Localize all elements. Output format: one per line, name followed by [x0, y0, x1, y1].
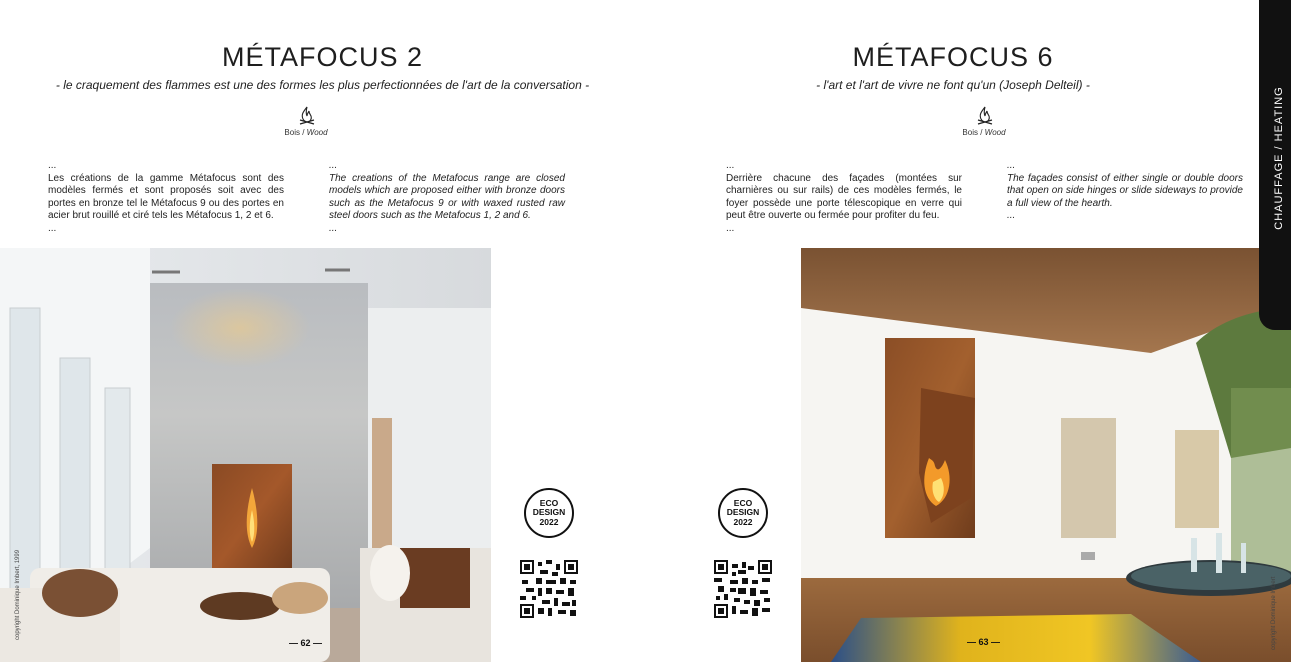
photo-copyright: copyright Dominique Imbert, 1999 [15, 549, 21, 640]
page-title-metafocus-2: MÉTAFOCUS 2 [221, 42, 423, 72]
right-page [645, 0, 1291, 662]
fuel-type-label: Bois / Wood [962, 128, 1006, 137]
fuel-type-label: Bois / Wood [284, 128, 328, 137]
flame-wood-icon [975, 105, 995, 127]
description-fr: ... Derrière chacune des façades (montées sur charnières ou sur rails) de ces modèles fermés, le foyer possède une porte télescopique en verre qui peut être ouverte ou fermée pour profiter du feu. ... [726, 160, 962, 234]
flame-wood-icon [297, 105, 317, 127]
page-quote: - l'art et l'art de vivre ne font qu'un (Joseph Delteil) - [816, 78, 1090, 92]
section-tab-label: CHAUFFAGE / HEATING [1273, 86, 1285, 230]
page-quote: - le craquement des flammes est une des formes les plus perfectionnées de l'art de la conversation - [55, 78, 590, 92]
page-number: — 63 — [967, 637, 1001, 647]
metafocus-2-photo [0, 248, 491, 662]
qr-code-icon[interactable] [520, 560, 578, 618]
section-tab-heating[interactable] [1259, 0, 1291, 330]
page-number: — 62 — [289, 638, 323, 648]
photo-copyright: copyright Dominique Imbert [1271, 576, 1277, 650]
description-en: ... The façades consist of either single or double doors that open on side hinges or slide sideways to provide a full view of the hearth. ... [1007, 160, 1243, 221]
description-en: ... The creations of the Metafocus range are closed models which are proposed either with bronze doors such as the Metafocus 9 or with waxed rusted raw steel doors such as the Metafocus 1, 2 and 6. ... [329, 160, 565, 234]
page-title-metafocus-6: MÉTAFOCUS 6 [852, 42, 1054, 72]
eco-design-badge: ECO DESIGN 2022 [524, 488, 574, 538]
qr-code-icon[interactable] [714, 560, 772, 618]
left-page [0, 0, 645, 662]
description-fr: ... Les créations de la gamme Métafocus sont des modèles fermés et sont proposés soit avec des portes en bronze tel le Métafocus 9 ou des portes en acier brut rouillé et ciré tels les Métafocus 1, 2 et 6. ... [48, 160, 284, 234]
metafocus-6-photo [801, 248, 1291, 662]
eco-design-badge: ECO DESIGN 2022 [718, 488, 768, 538]
